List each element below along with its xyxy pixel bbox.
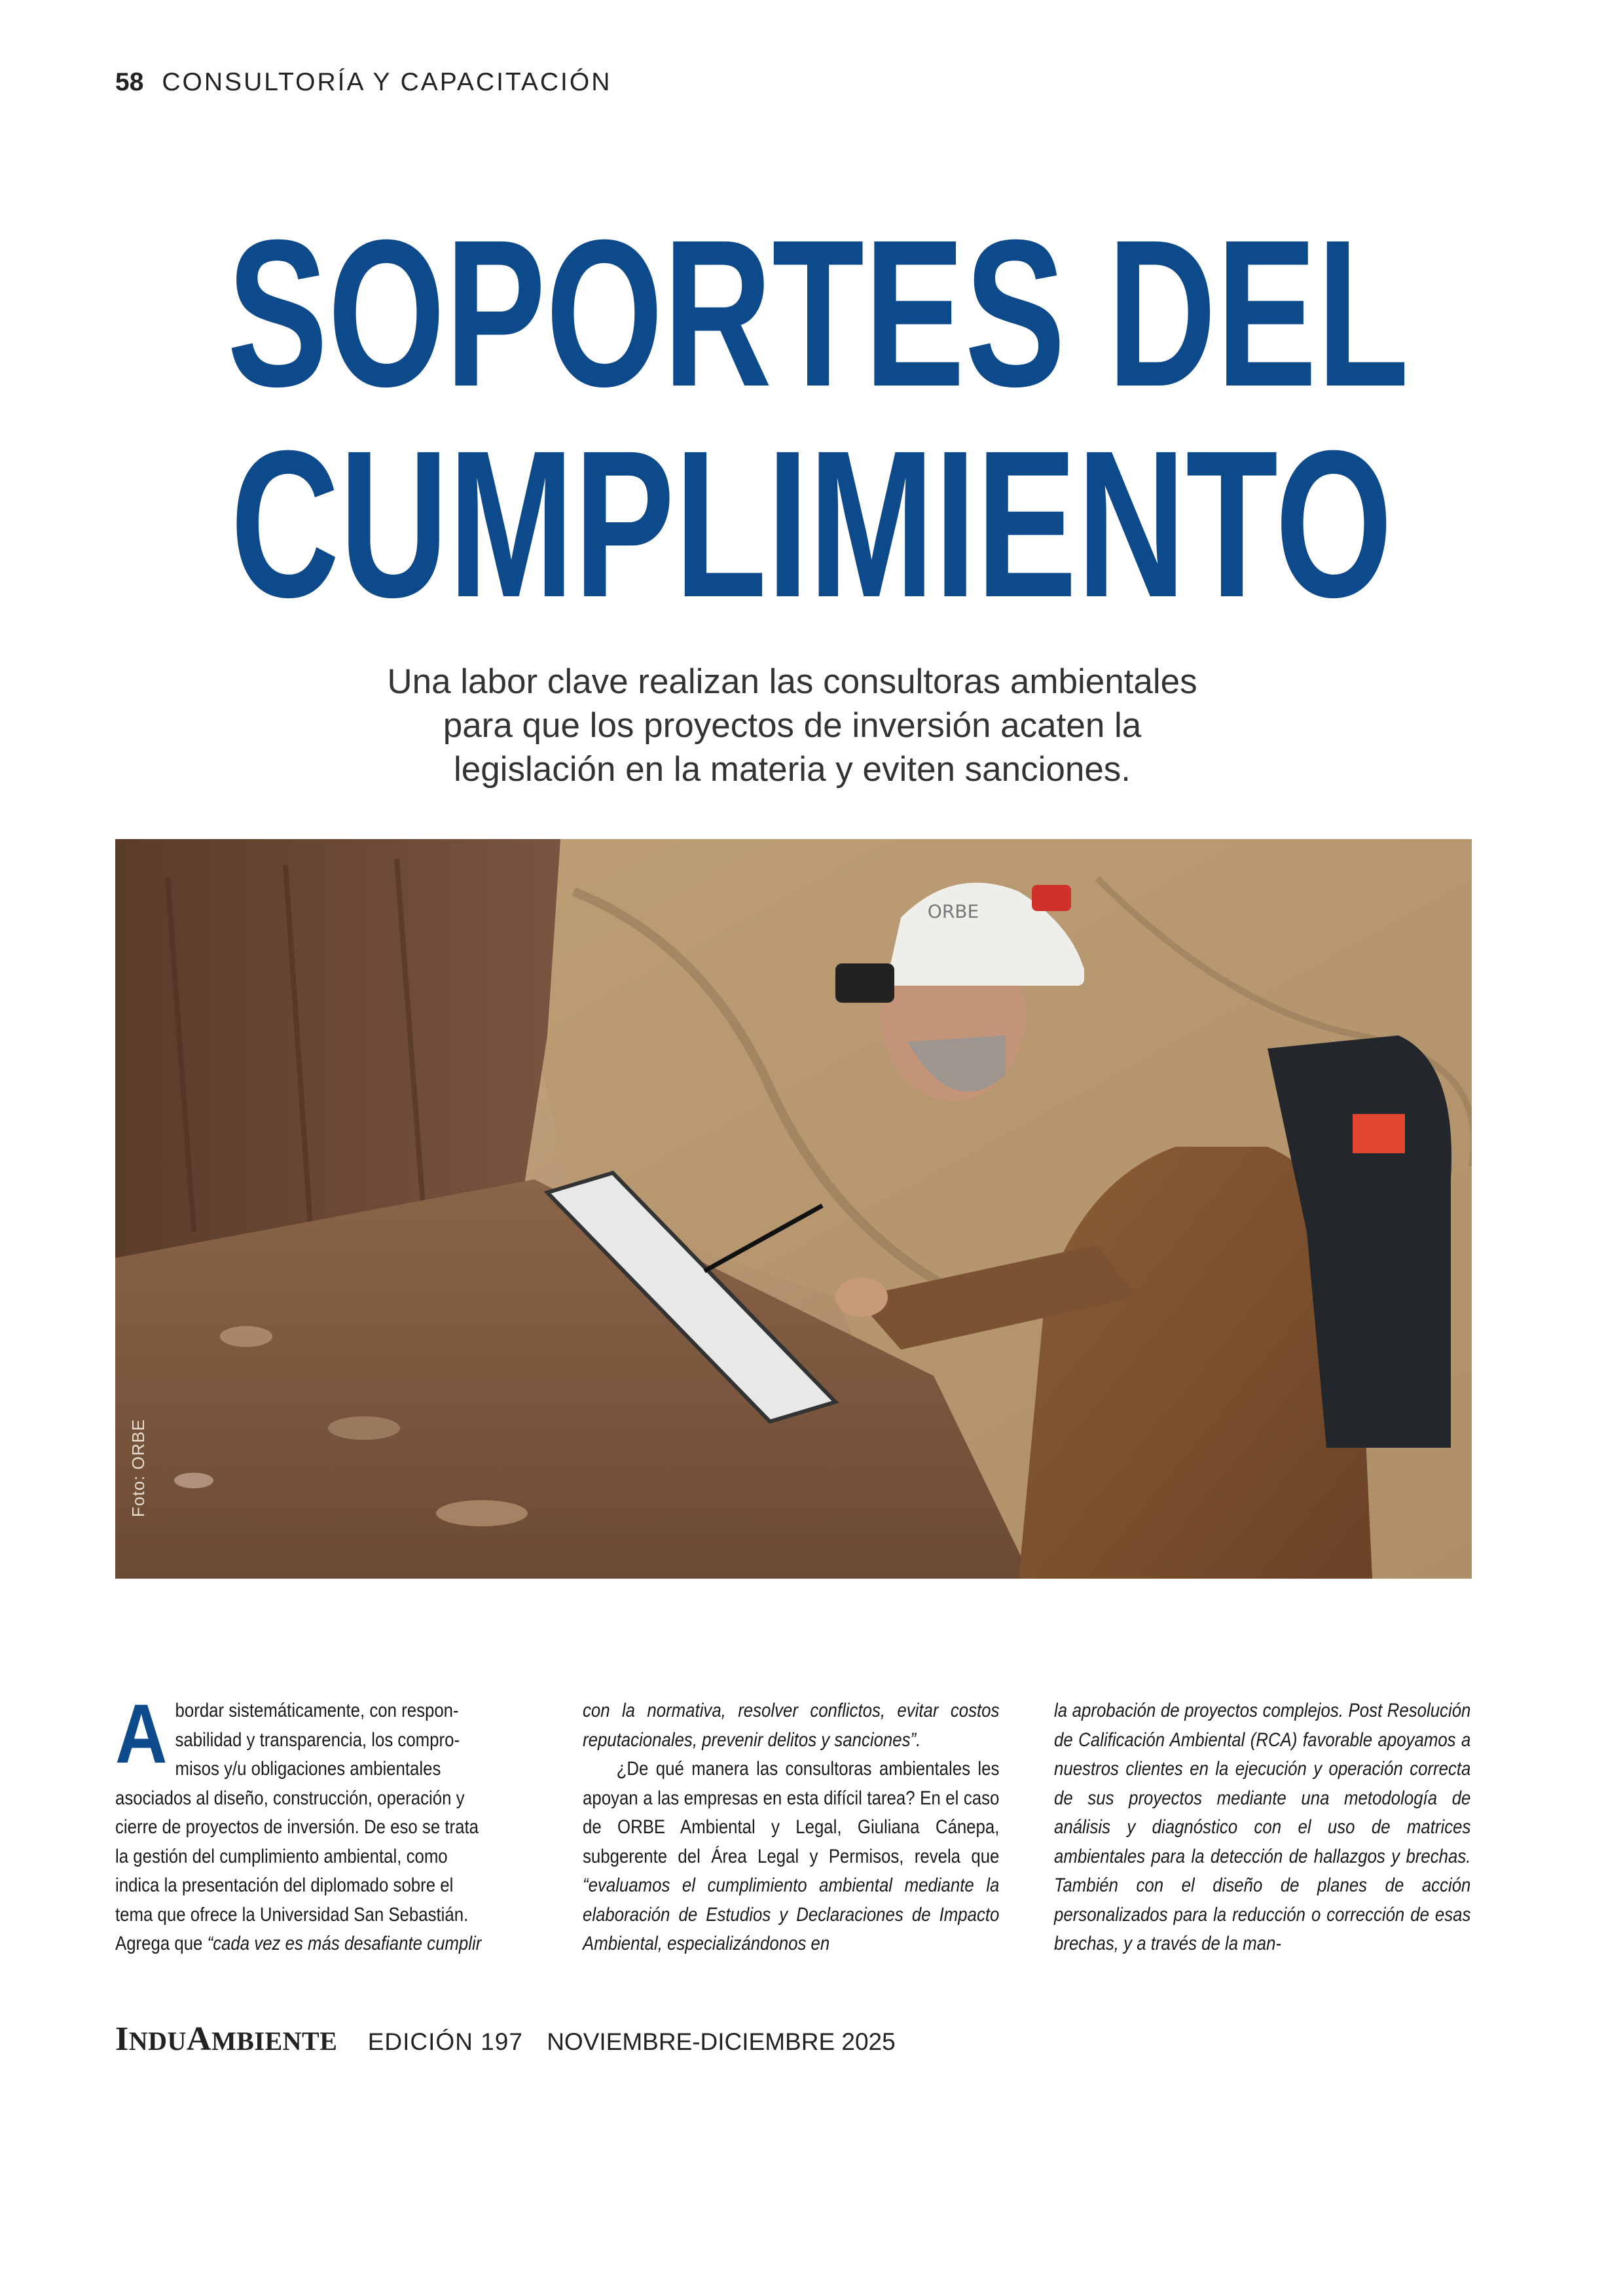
body-col1-line-1: bordar sistemáticamente, con respon-	[175, 1700, 459, 1721]
section-label: CONSULTORÍA Y CAPACITACIÓN	[162, 68, 612, 96]
body-col1-line-3: misos y/u obligaciones ambientales	[175, 1758, 441, 1780]
body-column-2	[583, 1696, 999, 1959]
field-geologist-illustration	[115, 839, 1472, 1579]
body-column-3	[1054, 1696, 1470, 1959]
body-col2-quote-b: “evaluamos el cumplimiento ambiental mediante la elaboración de Estudios y Declaraciones de Impacto Ambiental, especializándonos en	[583, 1874, 1000, 1954]
body-col2-text: ¿De qué manera las consultoras ambientales les apoyan a las empresas en esta difícil tarea? En el caso de ORBE Ambiental y Legal, Giuliana Cánepa, subgerente del Área Legal y Permisos, revela que	[583, 1758, 1000, 1867]
body-col1-line-4: asociados al diseño, construcción, operación y	[115, 1787, 465, 1809]
body-column-1	[115, 1687, 532, 1959]
photo-credit: Foto: ORBE	[128, 1418, 148, 1517]
magazine-logo: INDUAMBIENTE	[115, 2020, 338, 2058]
body-col1-line-7: indica la presentación del diplomado sobre el	[115, 1874, 454, 1896]
deck-line-3: legislación en la materia y eviten sanciones.	[453, 750, 1131, 789]
body-col1-line-8: tema que ofrece la Universidad San Sebastián.	[115, 1903, 469, 1926]
footer	[115, 2020, 896, 2058]
running-head	[115, 68, 611, 97]
deck-line-1: Una labor clave realizan las consultoras ambientales	[387, 662, 1197, 701]
deck	[288, 660, 1296, 791]
edition-label: EDICIÓN 197	[367, 2028, 523, 2055]
body-col1-line-5: cierre de proyectos de inversión. De eso se trata	[115, 1816, 479, 1838]
body-col1-line-9: Agrega que	[115, 1933, 203, 1954]
article-photo	[115, 839, 1472, 1579]
drop-cap: A	[115, 1687, 168, 1781]
body-col1-line-2: sabilidad y transparencia, los compro-	[175, 1729, 460, 1751]
headline-line-2: CUMPLIMIENTO	[230, 406, 1393, 641]
body-col3-quote: la aprobación de proyectos complejos. Post Resolución de Calificación Ambiental (RCA) favorable apoyamos a nuestros clientes en la ejecución y operación correcta de sus proyectos mediante una metodología de análisis y diagnóstico con el uso de matrices ambientales para la detección de hallazgos y brechas. También con el diseño de planes de acción personalizados para la reducción o corrección de esas brechas, y a través de la man-	[1054, 1700, 1471, 1954]
body-col1-quote: “cada vez es más desafiante cumplir	[207, 1933, 482, 1954]
headline-line-1: SOPORTES DEL	[227, 196, 1410, 430]
body-col1-line-6: la gestión del cumplimiento ambiental, como	[115, 1845, 448, 1867]
deck-line-2: para que los proyectos de inversión acaten la	[443, 706, 1142, 745]
date-label: NOVIEMBRE-DICIEMBRE 2025	[547, 2028, 896, 2055]
body-col2-quote-a: con la normativa, resolver conflictos, evitar costos reputacionales, prevenir delitos y sanciones”.	[583, 1700, 1000, 1751]
page-number: 58	[115, 68, 144, 96]
helmet-text: ORBE	[927, 901, 979, 922]
